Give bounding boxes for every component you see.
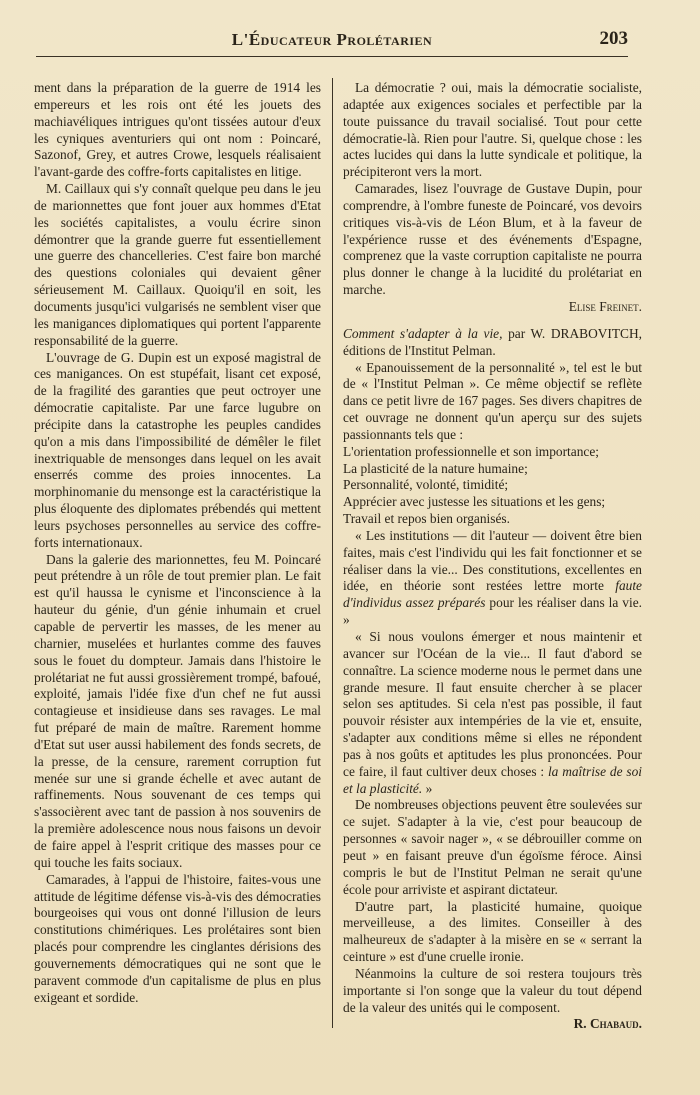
quote-text: « Si nous voulons émerger et nous maintenir et avancer sur l'Océan de la vie... Il faut d'abord se connaître. La science moderne nous le permet dans une grande mesure. Il faut ensuite chercher à se placer selon ses aptitudes. Si cela n'est pas possible, il faut pouvoir résister aux intempéries de la vie et, ensuite, s'adapter aux conditions même si elles ne répondent pas à nos goûts et aptitudes les plus prononcées. Pour ce faire, il faut cultiver deux choses : bbox=[343, 629, 642, 779]
paragraph: Camarades, lisez l'ouvrage de Gustave Dupin, pour comprendre, à l'ombre funeste de Poincaré, vos devoirs critiques vis-à-vis de Léon Blum, et à la faveur de l'expérience russe et des événements d'Espagne, comprenez que la vaste corruption capitaliste ne pourra plus donner le change à la lucidité du prolétariat en marche. bbox=[343, 181, 642, 298]
book-title: Comment s'adapter à la vie, bbox=[343, 325, 503, 341]
paragraph: Néanmoins la culture de soi restera toujours très importante si l'on songe que la valeur du tout dépend de la valeur des unités qui le composent. bbox=[343, 965, 642, 1015]
column-divider bbox=[332, 78, 333, 1028]
page-number: 203 bbox=[599, 28, 628, 49]
quote-text: pour les réaliser dans la vie. » bbox=[343, 595, 642, 628]
paragraph: De nombreuses objections peuvent être soulevées sur ce sujet. S'adapter à la vie, c'est pour beaucoup de personnes « savoir nager », « se débrouiller comme on peut » en faisant preuve d'un égoïsme féroce. Ainsi compris le but de l'Institut Pelman ne serait qu'une école pour arriviste et aspirant dictateur. bbox=[343, 797, 642, 897]
list-item: Apprécier avec justesse les situations et les gens; bbox=[343, 494, 606, 510]
paragraph: La démocratie ? oui, mais la démocratie socialiste, adaptée aux exigences sociales et perfectible par la toute puissance du travail socialisé. Tout pour cette démocratie-là. Rien pour l'autre. Si, quelque chose : les actes lucides qui dans la lutte syndicale et politique, la précipiteront vers la mort. bbox=[343, 80, 642, 180]
book-publisher: par W. DRABOVITCH, éditions de l'Institut Pelman. bbox=[343, 325, 642, 358]
quote-paragraph bbox=[343, 629, 642, 797]
quote-text: » bbox=[422, 780, 433, 796]
list-item: La plasticité de la nature humaine; bbox=[343, 460, 528, 476]
signature: R. Chabaud. bbox=[573, 1016, 642, 1032]
review-heading bbox=[343, 326, 642, 360]
quote-text: « Les institutions — dit l'auteur — doivent être bien faites, mais c'est l'individu qui les fait fonctionner et se réaliser dans la vie... Des constitutions, excellentes en idée, en théorie sont restées lettre morte bbox=[343, 527, 642, 594]
left-column bbox=[34, 80, 321, 1006]
quote-paragraph bbox=[343, 528, 642, 629]
quote-emphasis: la maîtrise de soi et la plasticité. bbox=[343, 763, 642, 796]
right-column bbox=[343, 80, 642, 1033]
paragraph: ment dans la préparation de la guerre de 1914 les empereurs et les rois ont été les jouets des machiavéliques intrigues qu'ont tissées autour d'eux les cyniques aventuriers qui ont nom : Poincaré, Sazonof, Grey, et autres Crowe, lesquels réalisaient l'avant-garde des coffre-forts capitalistes en litige. bbox=[34, 80, 321, 180]
paragraph: M. Caillaux qui s'y connaît quelque peu dans le jeu de marionnettes que font jouer aux hommes d'Etat les sociétés capitalistes, a voulu écrire sinon démontrer que la grande guerre fut essentiellement une guerre des chancelleries. C'est faire bon marché des questions coloniales qui devaient gêner sérieusement M. Caillaux. Quoiqu'il en soit, les documents jusqu'ici vulgarisés ne semblent viser que les manigances diplomatiques qui portent l'apparente responsabilité de la guerre. bbox=[34, 181, 321, 348]
paragraph: L'ouvrage de G. Dupin est un exposé magistral de ces manigances. On est stupéfait, lisant cet exposé, de la fragilité des garanties que peut octroyer une démocratie capitaliste. Par une farce lugubre on précipite dans la catastrophe les peuples candides qu'on a mis dans l'impossibilité de démêler le filet inextriquable de mensonges dans lequel on les avait enserrés comme des proies innocentes. La morphinomanie du mensonge est la caractéristique la plus éloquente des diplomates prébendés qui mettent leurs psychoses personnelles au service des coffre-forts internationaux. bbox=[34, 349, 321, 550]
paragraph: D'autre part, la plasticité humaine, quoique merveilleuse, a des limites. Conseiller à des malheureux de s'adapter à la misère en se « serrant la ceinture » est d'une cruelle ironie. bbox=[343, 898, 642, 965]
list-item: Personnalité, volonté, timidité; bbox=[343, 477, 509, 493]
journal-title: L'Éducateur Prolétarien bbox=[231, 30, 433, 49]
quote-emphasis: faute d'individus assez préparés bbox=[343, 578, 642, 611]
list-item: L'orientation professionnelle et son importance; bbox=[343, 443, 600, 459]
paragraph: Camarades, à l'appui de l'histoire, faites-vous une attitude de légitime défense vis-à-vis des démocraties bourgeoises qui vous ont donné l'illusion de leurs constitutions chimériques. Les prolétaires sont bien placés pour comprendre les cinglantes dérisions des gouvernements démocratiques qui ne sont que le paravent commode d'un capitalisme de plus en plus exigeant et sordide. bbox=[34, 871, 321, 1005]
paragraph: « Epanouissement de la personnalité », tel est le but de « l'Institut Pelman ». Ce même objectif se reflète dans ce petit livre de 167 pages. Ses divers chapitres de cet ouvrage ne donnent qu'un aperçu sur des sujets passionnants tels que : bbox=[343, 359, 642, 442]
list-item: Travail et repos bien organisés. bbox=[343, 511, 510, 527]
running-header bbox=[36, 28, 628, 57]
signature: Elise Freinet. bbox=[568, 298, 642, 314]
paragraph: Dans la galerie des marionnettes, feu M. Poincaré peut prétendre à un rôle de tout premier plan. Le fait est qu'il haussa le cynisme et l'inconscience à la hauteur du génie, d'un génie inhumain et cruel capable de pervertir les masses, de les mener au charnier, muselées et hurlantes comme des fauves sous le fouet du dompteur. Jamais dans l'histoire le prolétariat ne fut aussi grossièrement trompé, bafoué, exploité, jamais l'idée fixe d'un chef ne fut aussi contagieuse et insidieuse dans ses ravages. Le mal fut préparé de main de maître. Rarement homme d'Etat sut user aussi habilement des fonds secrets, de la presse, de la censure, rarement corruption fut menée sur une si grande échelle et avec autant de raffinements. Nous souvenant de ces temps qui s'associèrent avec tant de passion à nos souvenirs de la première adolescence nous nous faisons un devoir de faire appel à l'esprit critique des masses pour ce qui touche les faits sociaux. bbox=[34, 551, 321, 870]
